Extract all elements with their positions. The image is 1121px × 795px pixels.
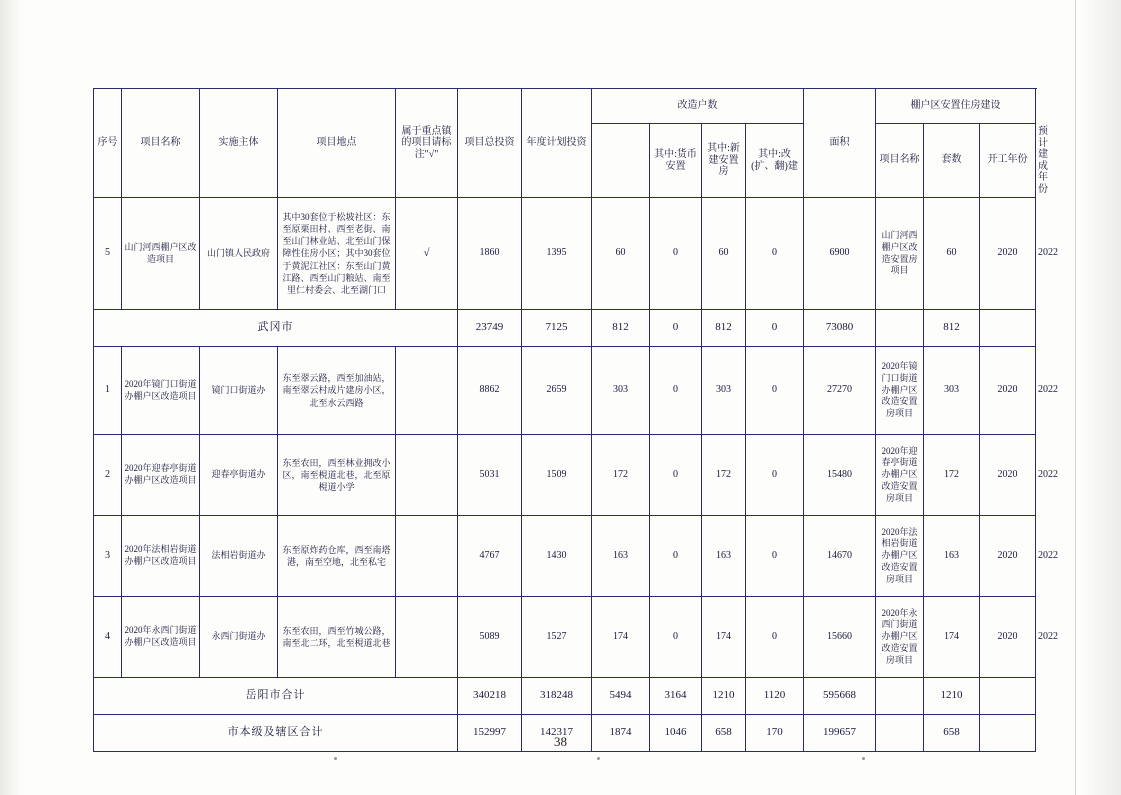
table-header-row-2: 其中:货币安置 其中:新建安置房 其中:改(扩、翻)建 项目名称 套数 开工年份 预计建成年份 [94, 124, 1036, 198]
cell-location: 东至翠云路，西至加油站，南至翠云村成片建房小区，北至水云西路 [278, 347, 396, 435]
cell-res-project-name: 山门河西棚户区改造安置房项目 [876, 198, 924, 310]
subtotal-area: 595668 [804, 678, 876, 715]
cell-location: 东至原炸药仓库，西至南塔港，南至空地，北至私宅 [278, 516, 396, 597]
cell-area: 6900 [804, 198, 876, 310]
cell-households-total: 60 [592, 198, 650, 310]
subtotal-households-total: 5494 [592, 678, 650, 715]
cell-res-start-year: 2020 [980, 435, 1036, 516]
subtotal-households-cash: 1046 [650, 715, 702, 752]
cell-implementer: 法相岩街道办 [200, 516, 278, 597]
subtotal-households-cash: 0 [650, 310, 702, 347]
cell-households-cash: 0 [650, 516, 702, 597]
cell-households-rebuild: 0 [746, 435, 804, 516]
cell-res-units: 303 [924, 347, 980, 435]
cell-key-town-mark [396, 597, 458, 678]
subtotal-res-units: 658 [924, 715, 980, 752]
cell-key-town-mark [396, 347, 458, 435]
subtotal-res-start-year [980, 310, 1036, 347]
cell-households-rebuild: 0 [746, 198, 804, 310]
cell-res-start-year: 2020 [980, 198, 1036, 310]
subtotal-label: 武冈市 [94, 310, 458, 347]
cell-res-project-name: 2020年镜门口街道办棚户区改造安置房项目 [876, 347, 924, 435]
cell-implementer: 镜门口街道办 [200, 347, 278, 435]
th-key-town-mark: 属于重点镇的项目请标注"√" [396, 89, 458, 198]
cell-project-name: 2020年法相岩街道办棚户区改造项目 [122, 516, 200, 597]
cell-location: 东至农田，西至林业拥改小区，南至梘道北巷，北至原梘道小学 [278, 435, 396, 516]
cell-households-new: 174 [702, 597, 746, 678]
scan-edge-right [1081, 0, 1121, 795]
page-number: 38 [554, 734, 567, 749]
subtotal-annual-plan-investment: 318248 [522, 678, 592, 715]
cell-total-investment: 5031 [458, 435, 522, 516]
cell-seq: 3 [94, 516, 122, 597]
cell-implementer: 山门镇人民政府 [200, 198, 278, 310]
cell-households-new: 60 [702, 198, 746, 310]
cell-res-units: 60 [924, 198, 980, 310]
cell-total-investment: 4767 [458, 516, 522, 597]
cell-res-project-name: 2020年法相岩街道办棚户区改造安置房项目 [876, 516, 924, 597]
cell-households-rebuild: 0 [746, 516, 804, 597]
table-row: 5 山门河西棚户区改造项目 山门镇人民政府 其中30套位于松坡社区：东至原栗田村、西至老街、南至山门林业站、北至山门保障性住房小区；其中30套位于黄泥江社区：东至山门黄江路、西至山门粮站、南至里仁村委会、北至湖门口 √ 1860 1395 60 0 60 0 6900 山门河西棚户区改造安置房项目 60 2020 2022 [94, 198, 1036, 310]
subtotal-res-start-year [980, 678, 1036, 715]
subtotal-label: 市本级及辖区合计 [94, 715, 458, 752]
cell-res-units: 172 [924, 435, 980, 516]
subtotal-res-project-name [876, 678, 924, 715]
cell-res-start-year: 2020 [980, 516, 1036, 597]
th-location: 项目地点 [278, 89, 396, 198]
th-project-name: 项目名称 [122, 89, 200, 198]
subtotal-households-cash: 3164 [650, 678, 702, 715]
cell-annual-plan-investment: 1527 [522, 597, 592, 678]
cell-key-town-mark [396, 516, 458, 597]
cell-project-name: 山门河西棚户区改造项目 [122, 198, 200, 310]
subtotal-res-units: 1210 [924, 678, 980, 715]
cell-location: 其中30套位于松坡社区：东至原栗田村、西至老街、南至山门林业站、北至山门保障性住房小区；其中30套位于黄泥江社区：东至山门黄江路、西至山门粮站、南至里仁村委会、北至湖门口 [278, 198, 396, 310]
cell-area: 15480 [804, 435, 876, 516]
subtotal-total-investment: 340218 [458, 678, 522, 715]
cell-households-total: 163 [592, 516, 650, 597]
cell-res-start-year: 2020 [980, 597, 1036, 678]
cell-households-cash: 0 [650, 347, 702, 435]
th-area: 面积 [804, 89, 876, 198]
th-households-group: 改造户数 [592, 89, 804, 124]
th-resettlement-group: 棚户区安置住房建设 [876, 89, 1036, 124]
subtotal-households-new: 812 [702, 310, 746, 347]
cell-households-total: 172 [592, 435, 650, 516]
subtotal-annual-plan-investment: 142317 [522, 715, 592, 752]
cell-project-name: 2020年永西门街道办棚户区改造项目 [122, 597, 200, 678]
th-seq: 序号 [94, 89, 122, 198]
cell-total-investment: 5089 [458, 597, 522, 678]
cell-households-rebuild: 0 [746, 347, 804, 435]
cell-implementer: 迎春亭街道办 [200, 435, 278, 516]
cell-households-new: 303 [702, 347, 746, 435]
subtotal-row-wugang [94, 310, 1036, 347]
cell-total-investment: 1860 [458, 198, 522, 310]
cell-area: 14670 [804, 516, 876, 597]
th-households-new: 其中:新建安置房 [702, 124, 746, 198]
subtotal-households-rebuild: 1120 [746, 678, 804, 715]
cell-total-investment: 8862 [458, 347, 522, 435]
cell-key-town-mark [396, 435, 458, 516]
project-table [93, 88, 1058, 752]
th-households-cash: 其中:货币安置 [650, 124, 702, 198]
cell-seq: 4 [94, 597, 122, 678]
cell-res-project-name: 2020年迎春亭街道办棚户区改造安置房项目 [876, 435, 924, 516]
subtotal-households-total: 1874 [592, 715, 650, 752]
th-res-units: 套数 [924, 124, 980, 198]
subtotal-row-yueyang [94, 678, 1036, 715]
cell-project-name: 2020年迎春亭街道办棚户区改造项目 [122, 435, 200, 516]
cell-seq: 5 [94, 198, 122, 310]
scan-artifact-dots [0, 757, 1121, 763]
subtotal-area: 73080 [804, 310, 876, 347]
cell-area: 27270 [804, 347, 876, 435]
scan-margin-line [1075, 0, 1076, 795]
cell-annual-plan-investment: 1430 [522, 516, 592, 597]
cell-location: 东至农田，西至竹城公路，南至北二环，北至梘道北巷 [278, 597, 396, 678]
cell-annual-plan-investment: 2659 [522, 347, 592, 435]
scan-edge-left [0, 0, 22, 795]
table-row: 1 2020年镜门口街道办棚户区改造项目 镜门口街道办 东至翠云路，西至加油站，南至翠云村成片建房小区，北至水云西路 8862 2659 303 0 303 0 27270 2020年镜门口街道办棚户区改造安置房项目 303 2020 2022 [94, 347, 1036, 435]
table-row: 4 2020年永西门街道办棚户区改造项目 永西门街道办 东至农田，西至竹城公路，南至北二环，北至梘道北巷 5089 1527 174 0 174 0 15660 2020年永西门街道办棚户区改造安置房项目 174 2020 2022 [94, 597, 1036, 678]
cell-households-cash: 0 [650, 597, 702, 678]
cell-seq: 2 [94, 435, 122, 516]
cell-project-name: 2020年镜门口街道办棚户区改造项目 [122, 347, 200, 435]
th-total-investment: 项目总投资 [458, 89, 522, 198]
subtotal-total-investment: 23749 [458, 310, 522, 347]
table-row: 2 2020年迎春亭街道办棚户区改造项目 迎春亭街道办 东至农田，西至林业拥改小区，南至梘道北巷，北至原梘道小学 5031 1509 172 0 172 0 15480 2020年迎春亭街道办棚户区改造安置房项目 172 2020 2022 [94, 435, 1036, 516]
cell-households-cash: 0 [650, 435, 702, 516]
cell-households-total: 174 [592, 597, 650, 678]
th-households-total [592, 124, 650, 198]
subtotal-households-new: 658 [702, 715, 746, 752]
cell-key-town-mark: √ [396, 198, 458, 310]
cell-households-new: 163 [702, 516, 746, 597]
cell-res-start-year: 2020 [980, 347, 1036, 435]
subtotal-label: 岳阳市合计 [94, 678, 458, 715]
th-annual-plan-investment: 年度计划投资 [522, 89, 592, 198]
cell-annual-plan-investment: 1509 [522, 435, 592, 516]
subtotal-annual-plan-investment: 7125 [522, 310, 592, 347]
cell-households-new: 172 [702, 435, 746, 516]
cell-res-units: 163 [924, 516, 980, 597]
cell-seq: 1 [94, 347, 122, 435]
subtotal-households-rebuild: 170 [746, 715, 804, 752]
th-households-rebuild: 其中:改(扩、翻)建 [746, 124, 804, 198]
subtotal-res-project-name [876, 310, 924, 347]
cell-area: 15660 [804, 597, 876, 678]
th-implementer: 实施主体 [200, 89, 278, 198]
table-row: 3 2020年法相岩街道办棚户区改造项目 法相岩街道办 东至原炸药仓库，西至南塔港，南至空地，北至私宅 4767 1430 163 0 163 0 14670 2020年法相岩街道办棚户区改造安置房项目 163 2020 2022 [94, 516, 1036, 597]
cell-households-cash: 0 [650, 198, 702, 310]
cell-res-project-name: 2020年永西门街道办棚户区改造安置房项目 [876, 597, 924, 678]
cell-households-rebuild: 0 [746, 597, 804, 678]
cell-res-units: 174 [924, 597, 980, 678]
subtotal-households-rebuild: 0 [746, 310, 804, 347]
table-header-row-1 [94, 89, 1036, 124]
subtotal-total-investment: 152997 [458, 715, 522, 752]
subtotal-area: 199657 [804, 715, 876, 752]
cell-implementer: 永西门街道办 [200, 597, 278, 678]
cell-annual-plan-investment: 1395 [522, 198, 592, 310]
th-res-start-year: 开工年份 [980, 124, 1036, 198]
subtotal-res-units: 812 [924, 310, 980, 347]
subtotal-households-total: 812 [592, 310, 650, 347]
th-res-project-name: 项目名称 [876, 124, 924, 198]
cell-households-total: 303 [592, 347, 650, 435]
subtotal-households-new: 1210 [702, 678, 746, 715]
project-table-wrapper [93, 88, 1058, 752]
